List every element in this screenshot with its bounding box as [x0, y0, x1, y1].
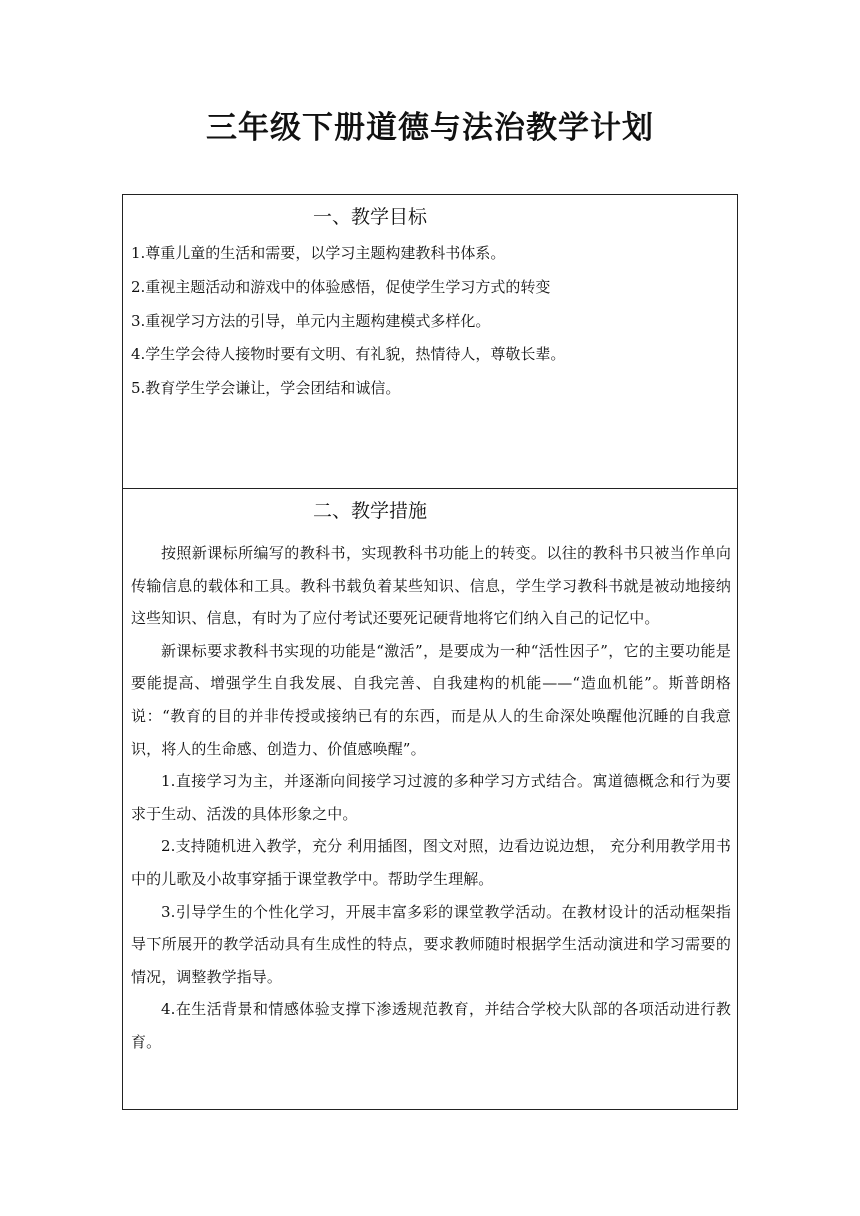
measure-paragraph: 3.引导学生的个性化学习，开展丰富多彩的课堂教学活动。在教材设计的活动框架指导下所展开的教学活动具有生成性的特点，要求教师随时根据学生活动演进和学习需要的情况，调整教学指导。	[131, 902, 731, 986]
measure-paragraph: 2.支持随机进入教学，充分 利用插图，图文对照，边看边说边想， 充分利用教学用书中的儿歌及小故事穿插于课堂教学中。帮助学生理解。	[131, 837, 731, 888]
teaching-measures-heading: 二、教学措施	[313, 500, 428, 522]
measure-paragraph: 4.在生活背景和情感体验支撑下渗透规范教育，并结合学校大队部的各项活动进行教育。	[131, 1000, 731, 1051]
goal-item: 4.学生学会待人接物时要有文明、有礼貌，热情待人，尊敬长辈。	[131, 345, 566, 364]
teaching-measures-section	[123, 489, 737, 1109]
measure-paragraph: 新课标要求教科书实现的功能是“激活”，是要成为一种“活性因子”，它的主要功能是要能提高、增强学生自我发展、自我完善、自我建构的机能——“造血机能”。斯普朗格说：“教育的目的并非传授或接纳已有的东西，而是从人的生命深处唤醒他沉睡的自我意识，将人的生命感、创造力、价值感唤醒”。	[131, 641, 731, 758]
teaching-goals-section	[123, 195, 737, 489]
teaching-measures-body	[131, 537, 731, 1059]
teaching-goals-heading: 一、教学目标	[313, 206, 428, 228]
plan-table	[122, 194, 738, 1110]
page-title: 三年级下册道德与法治教学计划	[206, 110, 654, 146]
goal-item: 1.尊重儿童的生活和需要，以学习主题构建教科书体系。	[131, 244, 506, 262]
goal-item: 5.教育学生学会谦让，学会团结和诚信。	[131, 379, 401, 398]
teaching-goals-list	[131, 243, 565, 412]
goal-item: 2.重视主题活动和游戏中的体验感悟，促使学生学习方式的转变	[131, 277, 551, 296]
goal-item: 3.重视学习方法的引导，单元内主题构建模式多样化。	[131, 311, 491, 330]
measure-paragraph: 1.直接学习为主，并逐渐向间接学习过渡的多种学习方式结合。寓道德概念和行为要求于生动、活泼的具体形象之中。	[131, 772, 731, 823]
measure-paragraph: 按照新课标所编写的教科书，实现教科书功能上的转变。以往的教科书只被当作单向传输信息的载体和工具。教科书载负着某些知识、信息，学生学习教科书就是被动地接纳这些知识、信息，有时为了应付考试还要死记硬背地将它们纳入自己的记忆中。	[131, 544, 731, 628]
